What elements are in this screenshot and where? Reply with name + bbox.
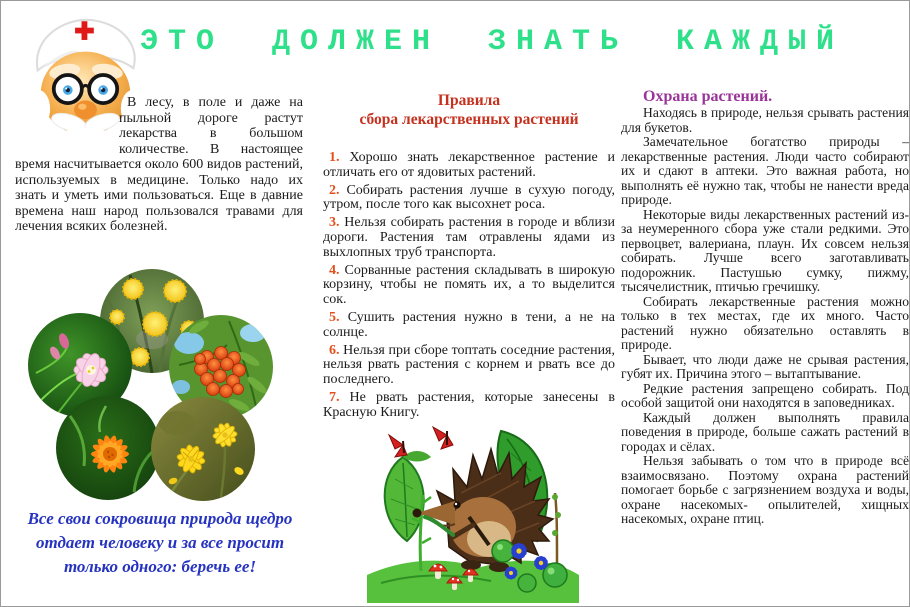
page-title: ЭТО ДОЛЖЕН ЗНАТЬ КАЖДЫЙ (139, 25, 845, 59)
rules-heading-line2: сбора лекарственных растений (359, 111, 579, 128)
photo-calendula-orange-flower (56, 396, 160, 500)
rule-item: 4. Сорванные растения складывать в широкую корзину, чтобы не помять их, а то выделится сок. (323, 262, 615, 308)
protection-heading: Охрана растений. (643, 88, 773, 105)
rule-item: 1. Хорошо знать лекарственное растение и отличать его от ядовитых растений. (323, 150, 615, 180)
nature-motto: Все свои сокровища природа щедро отдает человеку и за все просит только одного: беречь ее! (27, 509, 293, 576)
protection-paragraph: Некоторые виды лекарственных растений из-за неумеренного сбора уже стали редкими. Это первоцвет, валериана, плаун. Их совсем нельзя собирать. Лучше всего заготавливать подорожник. Пастушью сумку, пижму, тысячелистник, птичью гречишку. (621, 206, 909, 294)
protection-paragraph: Замечательное богатство природы – лекарственные растения. Люди часто собирают их и сдают в аптеки. Это важная работа, но выполнять её нужно так, чтобы не нанести вреда природе. (621, 134, 909, 207)
protection-paragraph: Редкие растения запрещено собирать. Под особой защитой они находятся в заповедниках. (621, 380, 909, 410)
hedgehog-illustration (351, 423, 595, 603)
rules-heading-line1: Правила (437, 92, 501, 109)
rules-list (323, 151, 615, 421)
rule-item: 7. Не рвать растения, которые занесены в Красную Книгу. (323, 389, 615, 420)
intro-text-block (15, 95, 303, 235)
protection-paragraph: Собирать лекарственные растения можно только в тех местах, где их много. Часто растений нужно обязательно оставлять в природе. (621, 293, 909, 352)
rule-item: 3. Нельзя собирать растения в городе и вблизи дороги. Растения там отравлены ядами из выхлопных труб транспорта. (323, 215, 615, 260)
rules-heading (323, 91, 615, 129)
flower-photo-cluster (15, 263, 307, 505)
protection-paragraph: Бывает, что люди даже не срывая растения, губят их. Причина этого – вытаптывание. (621, 351, 909, 381)
intro-paragraph: В лесу, в поле и даже на пыльной дороге растут лекарства в большом количестве. В настоящее время насчитывается около 600 видов растений, используемых в медицине. Только надо их знать и уметь ими пользоваться. Еще в давние времена наш народ пользовался травами для лечения всяких болезней. (15, 95, 303, 234)
image-wrap-spacer (15, 95, 119, 151)
butterfly-icon (433, 427, 453, 449)
rule-item: 6. Нельзя при сборе топтать соседние растения, нельзя рвать растения с корнем и рвать все до последнего. (323, 342, 615, 388)
protection-paragraph: Каждый должен выполнять правила поведения в природе, больше сажать растений в городах и сёлах. (621, 409, 909, 454)
butterfly-icon (389, 435, 407, 457)
rules-column (323, 91, 615, 424)
protection-paragraph: Нельзя забывать о том что в природе всё взаимосвязано. Поэтому охрана растений помогает борьбе с загрязнением воздуха и воды, охране насекомых- опылителей, хищных насекомых, охране птиц. (621, 453, 909, 526)
photo-st-johns-wort (151, 397, 255, 501)
rule-item: 2. Собирать растения лучше в сухую погоду, утром, после того как высохнет роса. (323, 182, 615, 213)
protection-paragraph: Находясь в природе, нельзя срывать растения для букетов. (621, 105, 909, 135)
protection-column (621, 87, 909, 527)
rule-item: 5. Сушить растения нужно в тени, а не на солнце. (323, 309, 615, 340)
